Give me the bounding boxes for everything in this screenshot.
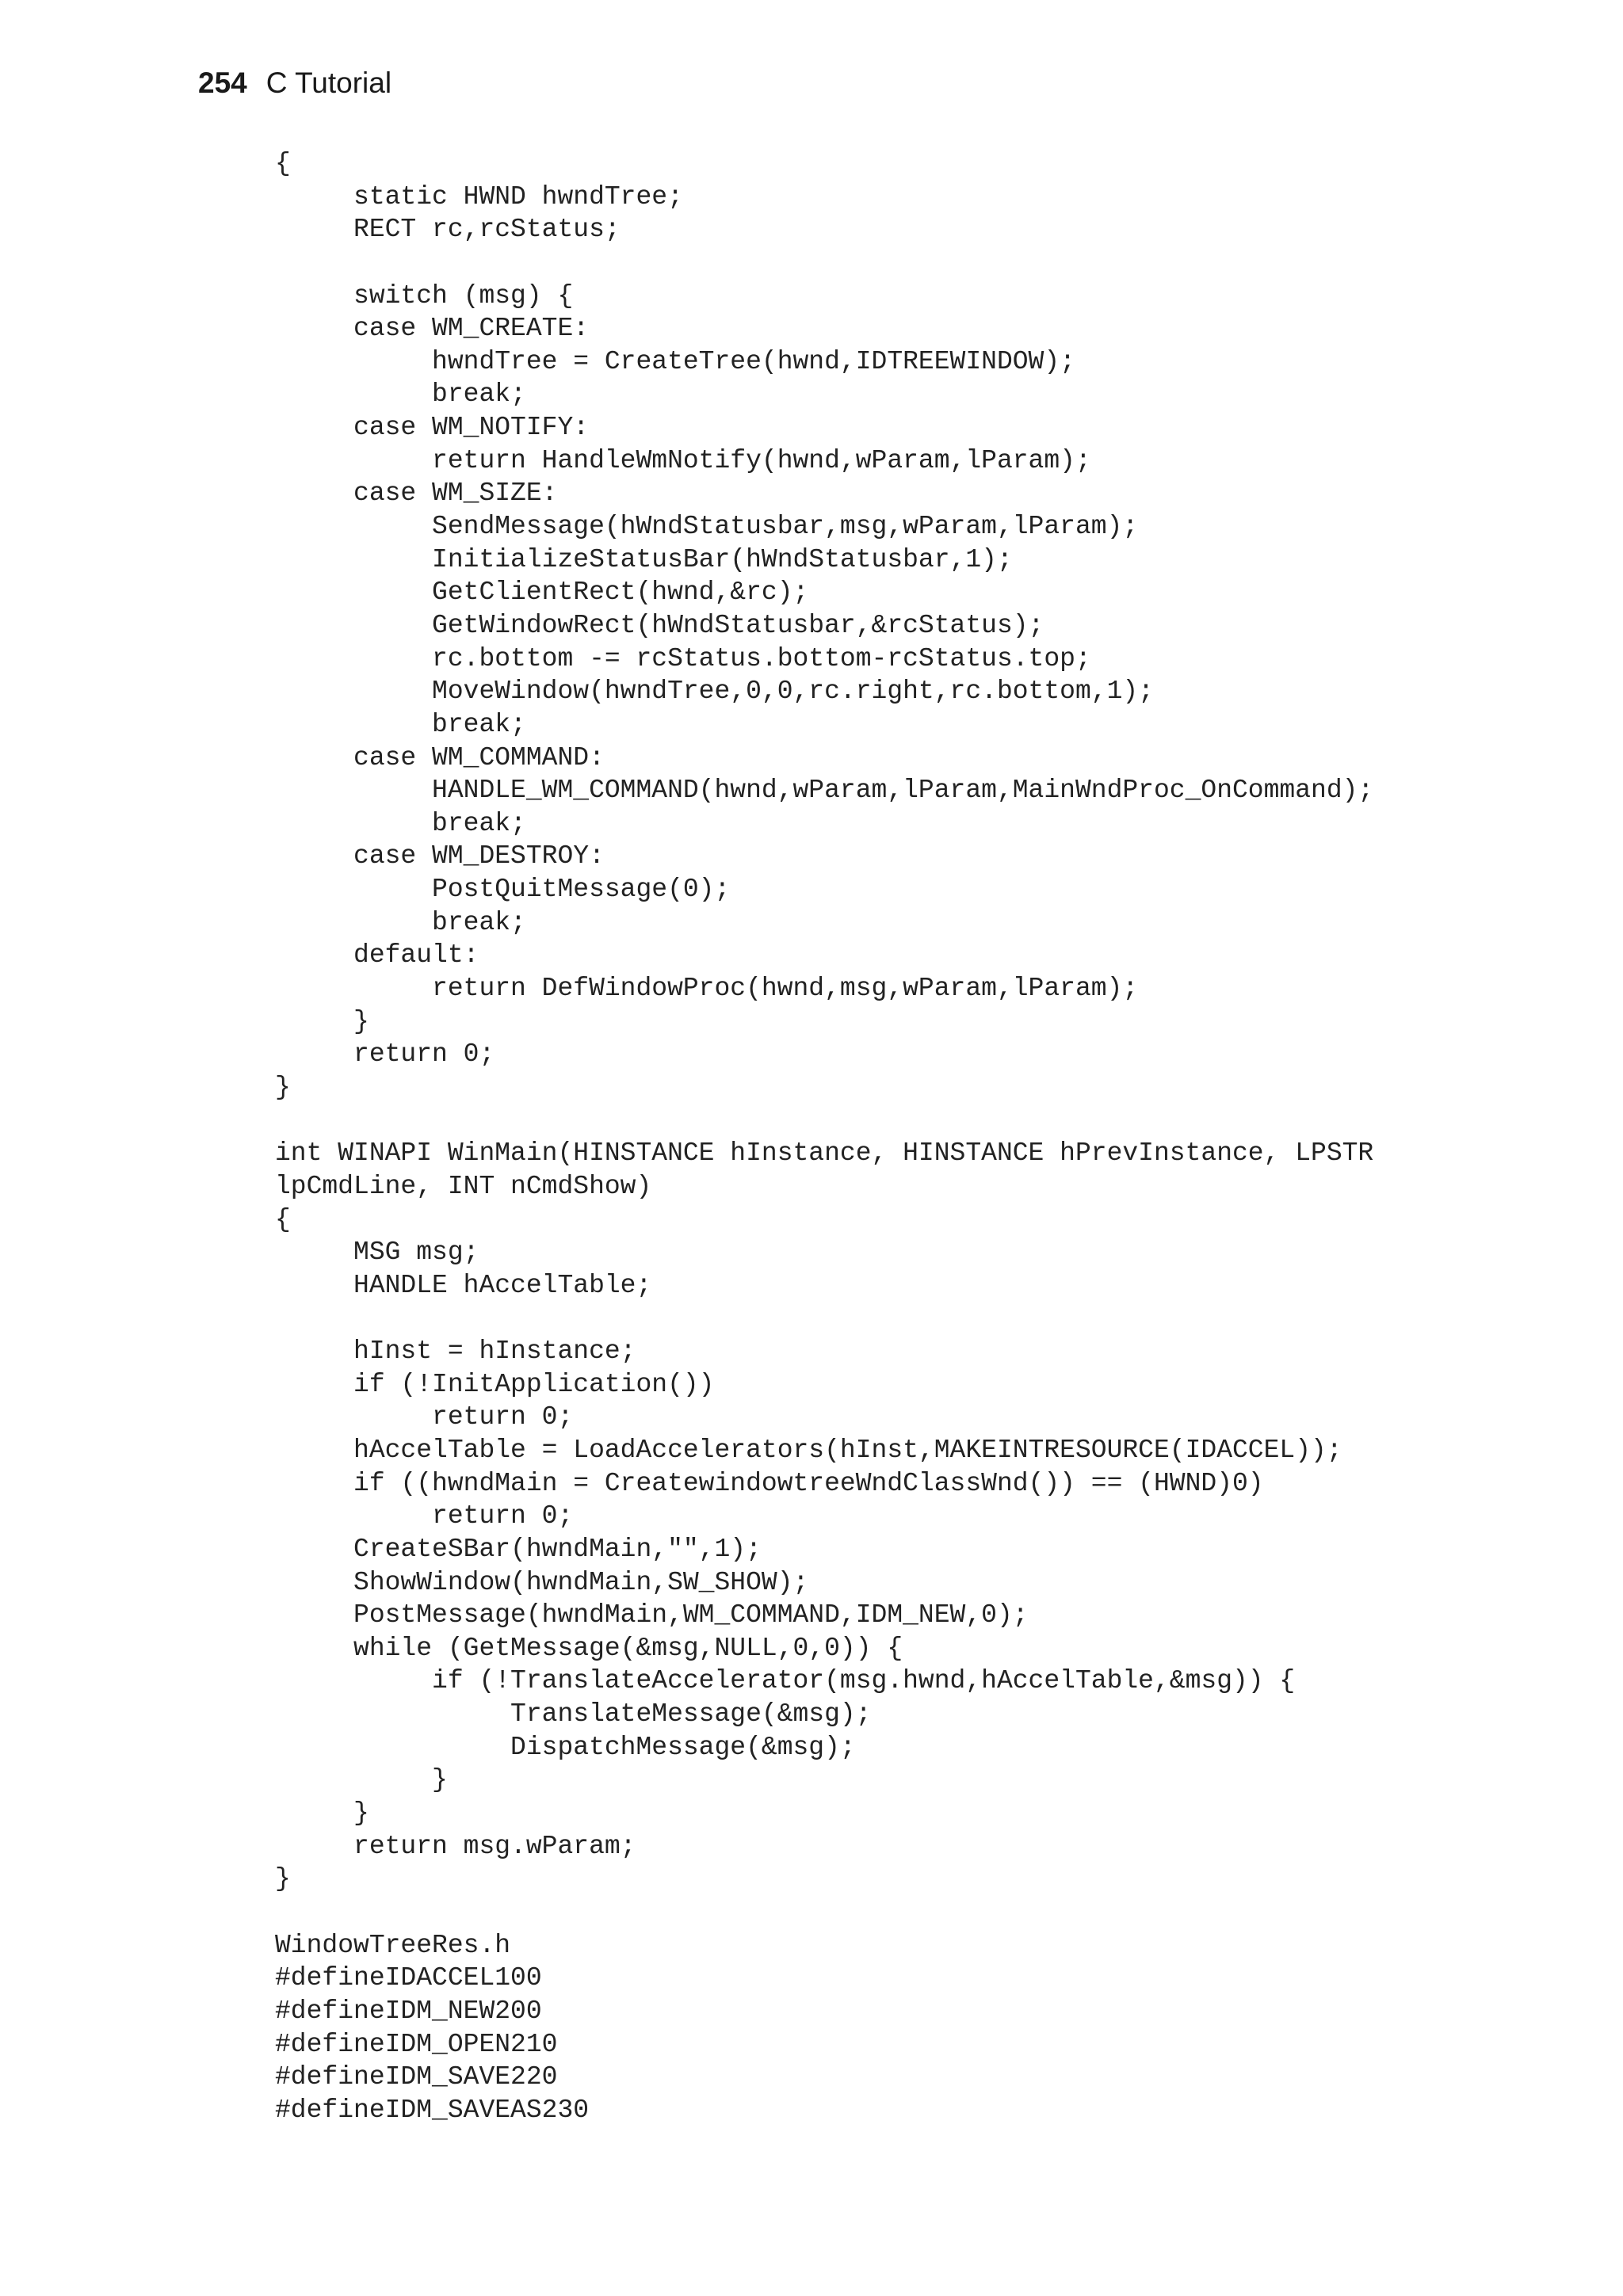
code-line: ShowWindow(hwndMain,SW_SHOW); (275, 1567, 809, 1597)
code-line: case WM_CREATE: (275, 314, 590, 344)
code-line: MoveWindow(hwndTree,0,0,rc.right,rc.bottom,1); (275, 677, 1154, 707)
code-line: } (275, 1006, 369, 1036)
code-line: break; (275, 808, 526, 838)
code-line: WindowTreeRes.h (275, 1930, 511, 1960)
code-line (275, 246, 1373, 280)
code-line: { (275, 1204, 291, 1234)
code-line: #defineIDM_NEW200 (275, 1996, 542, 2026)
code-line: #defineIDM_SAVEAS230 (275, 2095, 590, 2125)
code-line: case WM_COMMAND: (275, 742, 605, 772)
code-line: return DefWindowProc(hwnd,msg,wParam,lParam); (275, 974, 1139, 1004)
code-line: hAccelTable = LoadAccelerators(hInst,MAKEINTRESOURCE(IDACCEL)); (275, 1435, 1342, 1465)
code-listing (275, 147, 1373, 2126)
code-line: break; (275, 379, 526, 410)
code-line: return HandleWmNotify(hwnd,wParam,lParam); (275, 445, 1091, 475)
code-line: TranslateMessage(&msg); (275, 1699, 872, 1730)
code-line: GetWindowRect(hWndStatusbar,&rcStatus); (275, 610, 1044, 640)
code-line: case WM_DESTROY: (275, 841, 605, 871)
code-line: HANDLE hAccelTable; (275, 1270, 652, 1300)
code-line: return 0; (275, 1501, 574, 1531)
code-line: } (275, 1864, 291, 1894)
code-line: hInst = hInstance; (275, 1337, 636, 1367)
code-line: #defineIDACCEL100 (275, 1963, 542, 1993)
code-line: MSG msg; (275, 1238, 479, 1268)
code-line: if ((hwndMain = CreatewindowtreeWndClassWnd()) == (HWND)0) (275, 1468, 1264, 1498)
code-line: hwndTree = CreateTree(hwnd,IDTREEWINDOW); (275, 346, 1075, 376)
page-header (198, 67, 391, 100)
code-line: HANDLE_WM_COMMAND(hwnd,wParam,lParam,MainWndProc_OnCommand); (275, 776, 1374, 806)
code-line: switch (msg) { (275, 280, 574, 311)
code-line: return 0; (275, 1402, 574, 1432)
code-line: case WM_SIZE: (275, 479, 558, 509)
code-line (275, 1104, 1373, 1138)
code-line: if (!InitApplication()) (275, 1369, 715, 1399)
code-line: RECT rc,rcStatus; (275, 215, 621, 245)
code-line (275, 1302, 1373, 1335)
code-line: { (275, 149, 291, 178)
code-line: break; (275, 907, 526, 937)
code-line: } (275, 1765, 448, 1795)
page-number: 254 (198, 67, 247, 99)
code-line: InitializeStatusBar(hWndStatusbar,1); (275, 544, 1013, 574)
code-line: } (275, 1072, 291, 1102)
code-line: while (GetMessage(&msg,NULL,0,0)) { (275, 1633, 903, 1663)
code-line: return 0; (275, 1039, 495, 1070)
code-line: CreateSBar(hwndMain,"",1); (275, 1534, 762, 1564)
code-line: #defineIDM_OPEN210 (275, 2029, 558, 2059)
code-line: rc.bottom -= rcStatus.bottom-rcStatus.top; (275, 643, 1091, 673)
code-line: if (!TranslateAccelerator(msg.hwnd,hAccelTable,&msg)) { (275, 1666, 1296, 1696)
code-line: PostQuitMessage(0); (275, 875, 731, 905)
code-line: int WINAPI WinMain(HINSTANCE hInstance, HINSTANCE hPrevInstance, LPSTR (275, 1138, 1374, 1169)
page-title: C Tutorial (265, 67, 392, 99)
code-line: return msg.wParam; (275, 1831, 636, 1861)
code-line: } (275, 1798, 369, 1829)
code-line: case WM_NOTIFY: (275, 413, 590, 443)
code-line: SendMessage(hWndStatusbar,msg,wParam,lParam); (275, 512, 1139, 542)
code-line: GetClientRect(hwnd,&rc); (275, 578, 809, 608)
code-line: PostMessage(hwndMain,WM_COMMAND,IDM_NEW,0); (275, 1600, 1029, 1630)
code-line: default: (275, 940, 479, 971)
code-line (275, 1896, 1373, 1929)
code-line: lpCmdLine, INT nCmdShow) (275, 1171, 652, 1201)
code-line: DispatchMessage(&msg); (275, 1732, 856, 1762)
code-line: static HWND hwndTree; (275, 181, 683, 212)
code-line: #defineIDM_SAVE220 (275, 2062, 558, 2092)
code-line: break; (275, 709, 526, 739)
